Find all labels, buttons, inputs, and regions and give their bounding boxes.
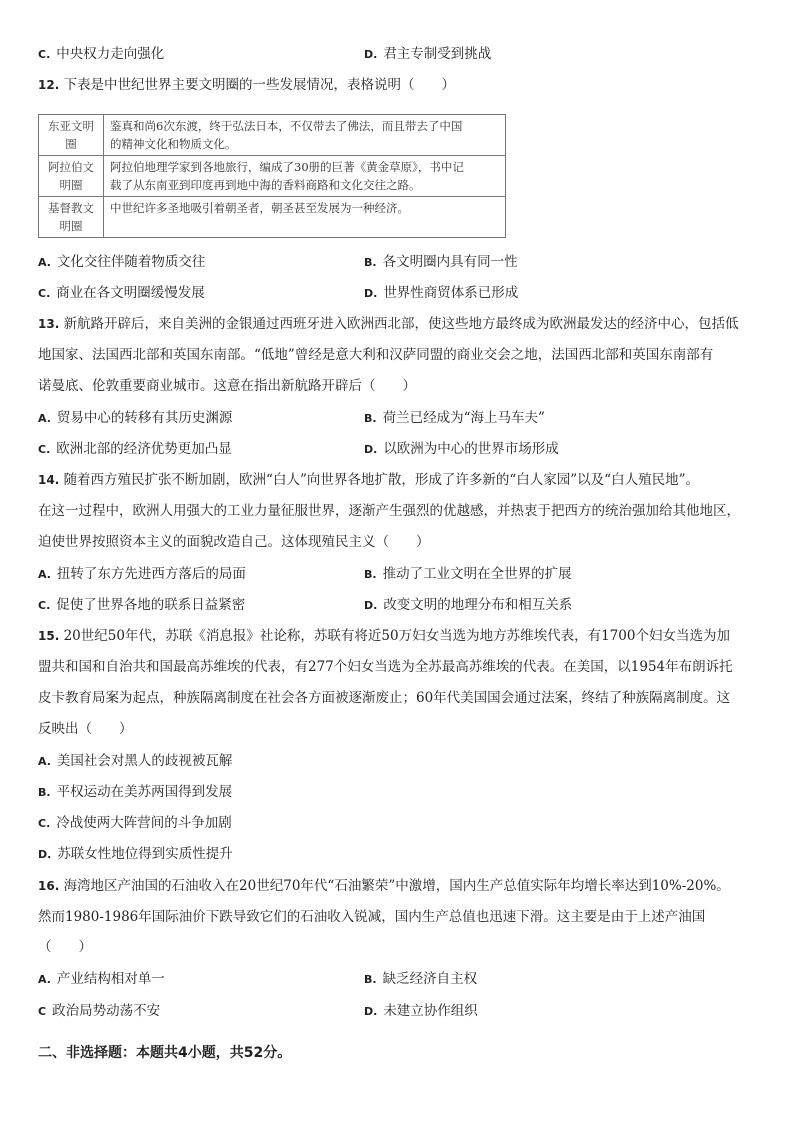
- option-text: 政治局势动荡不安: [52, 1003, 161, 1019]
- option-text: 君主专制受到挑战: [383, 46, 492, 62]
- option-text: 冷战使两大阵营间的斗争加剧: [56, 815, 232, 831]
- option-key: C: [38, 1005, 47, 1018]
- option-text: 美国社会对黑人的歧视被瓦解: [56, 753, 233, 769]
- q14-option-c[interactable]: [38, 595, 245, 616]
- q14-stem-line-2: 在这一过程中，欧洲人用强大的工业力量征服世界，逐渐产生强烈的优越感，并热衷于把西方的统治强加给其他地区，: [38, 503, 740, 519]
- q14-stem-line-1: [38, 470, 699, 490]
- option-key: D.: [38, 848, 52, 861]
- q13-option-c[interactable]: [38, 439, 232, 460]
- option-text: 以欧洲为中心的世界市场形成: [383, 441, 559, 457]
- option-key: A.: [38, 973, 51, 986]
- q14-option-b[interactable]: [364, 564, 572, 585]
- option-key: C.: [38, 287, 51, 300]
- option-key: D.: [364, 443, 378, 456]
- q16-stem-line-1: [38, 876, 730, 896]
- q11-option-d[interactable]: [364, 44, 491, 65]
- desc-line: 鉴真和尚6次东渡，终于弘法日本，不仅带去了佛法，而且带去了中国: [110, 119, 463, 133]
- civilization-table: [38, 114, 506, 238]
- table-cell-name: 东亚文明圈: [39, 115, 104, 156]
- option-key: C.: [38, 443, 51, 456]
- q13-option-b[interactable]: [364, 408, 545, 429]
- table-row: [39, 156, 506, 197]
- q15-stem-line-4: 反映出（ ）: [38, 721, 133, 737]
- q15-option-a[interactable]: [38, 751, 232, 772]
- option-text: 世界性商贸体系已形成: [383, 285, 519, 301]
- table-cell-name: 阿拉伯文明圈: [39, 156, 104, 197]
- table-row: [39, 197, 506, 238]
- question-text: 新航路开辟后，来自美洲的金银通过西班牙进入欧洲西北部，使这些地方最终成为欧洲最发达的经济中心，包括低: [63, 316, 739, 332]
- question-number: 12.: [38, 78, 60, 92]
- q15-option-b[interactable]: [38, 782, 232, 803]
- q14-option-d[interactable]: [364, 595, 572, 616]
- q12-stem: [38, 75, 455, 95]
- option-text: 促使了世界各地的联系日益紧密: [56, 597, 246, 613]
- desc-line: 中世纪许多圣地吸引着朝圣者，朝圣甚至发展为一种经济。: [110, 201, 409, 215]
- q12-option-b[interactable]: [364, 252, 518, 273]
- q12-option-a[interactable]: [38, 252, 205, 273]
- option-text: 缺乏经济自主权: [382, 971, 478, 987]
- q15-stem-line-2: 盟共和国和自治共和国最高苏维埃的代表，有277个妇女当选为全苏最高苏维埃的代表。在美国，以1954年布朗诉托: [38, 659, 733, 675]
- option-text: 欧洲北部的经济优势更加凸显: [56, 441, 232, 457]
- table-cell-desc: [104, 197, 506, 238]
- q13-stem-line-3: 诺曼底、伦敦重要商业城市。这意在指出新航路开辟后（ ）: [38, 378, 416, 394]
- option-text: 未建立协作组织: [383, 1003, 478, 1019]
- question-text: 下表是中世纪世界主要文明圈的一些发展情况，表格说明（ ）: [63, 77, 456, 93]
- option-text: 商业在各文明圈缓慢发展: [56, 285, 205, 301]
- option-key: B.: [364, 568, 377, 581]
- table-cell-desc: [104, 156, 506, 197]
- q16-option-d[interactable]: [364, 1001, 478, 1022]
- option-text: 各文明圈内具有同一性: [382, 254, 518, 270]
- table-row: [39, 115, 506, 156]
- q13-stem-line-2: 地国家、法国西北部和英国东南部。“低地”曾经是意大利和汉萨同盟的商业交会之地，法国西北部和英国东南部有: [38, 347, 714, 363]
- q11-option-c[interactable]: [38, 44, 164, 65]
- option-text: 改变文明的地理分布和相互关系: [383, 597, 573, 613]
- option-text: 荷兰已经成为“海上马车夫”: [382, 410, 545, 426]
- option-text: 贸易中心的转移有其历史渊源: [56, 410, 233, 426]
- option-key: D.: [364, 287, 378, 300]
- option-key: B.: [364, 412, 377, 425]
- q16-stem-line-3: （ ）: [38, 939, 92, 955]
- section-heading: 二、非选择题：本题共4小题，共52分。: [38, 1045, 292, 1061]
- option-key: B.: [364, 973, 377, 986]
- q13-stem-line-1: [38, 314, 739, 334]
- table-cell-name: 基督教文明圈: [39, 197, 104, 238]
- q16-option-b[interactable]: [364, 969, 477, 990]
- table-cell-desc: [104, 115, 506, 156]
- option-key: D.: [364, 1005, 378, 1018]
- option-key: C.: [38, 48, 51, 61]
- desc-line: 阿拉伯地理学家到各地旅行，编成了30册的巨著《黄金草原》，书中记: [110, 160, 464, 174]
- option-key: A.: [38, 568, 51, 581]
- option-text: 产业结构相对单一: [56, 971, 165, 987]
- option-key: B.: [364, 256, 377, 269]
- q16-stem-line-2: 然而1980-1986年国际油价下跌导致它们的石油收入锐减，国内生产总值也迅速下滑。这主要是由于上述产油国: [38, 909, 706, 925]
- question-text: 20世纪50年代，苏联《消息报》社论称，苏联有将近50万妇女当选为地方苏维埃代表，有1700个妇女当选为加: [63, 628, 730, 644]
- option-key: C.: [38, 599, 51, 612]
- option-text: 平权运动在美苏两国得到发展: [56, 784, 233, 800]
- option-key: A.: [38, 412, 51, 425]
- option-key: C.: [38, 817, 51, 830]
- q13-option-d[interactable]: [364, 439, 559, 460]
- q12-option-d[interactable]: [364, 283, 518, 304]
- q14-option-a[interactable]: [38, 564, 246, 585]
- option-key: D.: [364, 599, 378, 612]
- q15-stem-line-3: 皮卡教育局案为起点，种族隔离制度在社会各方面被逐渐废止；60年代美国国会通过法案，终结了种族隔离制度。这: [38, 690, 731, 706]
- q13-option-a[interactable]: [38, 408, 232, 429]
- q15-option-c[interactable]: [38, 813, 232, 834]
- q16-option-a[interactable]: [38, 969, 165, 990]
- question-text: 随着西方殖民扩张不断加剧，欧洲“白人”向世界各地扩散，形成了许多新的“白人家园”以及“白人殖民地”。: [63, 472, 699, 488]
- q12-option-c[interactable]: [38, 283, 205, 304]
- option-key: A.: [38, 755, 51, 768]
- q15-stem-line-1: [38, 626, 730, 646]
- option-key: D.: [364, 48, 378, 61]
- q14-stem-line-3: 迫使世界按照资本主义的面貌改造自己。这体现殖民主义（ ）: [38, 534, 430, 550]
- q15-option-d[interactable]: [38, 844, 233, 865]
- desc-line: 载了从东南亚到印度再到地中海的香料商路和文化交往之路。: [110, 178, 421, 192]
- option-text: 中央权力走向强化: [56, 46, 165, 62]
- option-key: A.: [38, 256, 51, 269]
- option-key: B.: [38, 786, 51, 799]
- question-number: 13.: [38, 317, 60, 331]
- question-number: 16.: [38, 879, 60, 893]
- option-text: 扭转了东方先进西方落后的局面: [56, 566, 246, 582]
- question-number: 15.: [38, 629, 60, 643]
- option-text: 文化交往伴随着物质交往: [56, 254, 206, 270]
- option-text: 推动了工业文明在全世界的扩展: [382, 566, 572, 582]
- desc-line: 的精神文化和物质文化。: [110, 137, 237, 151]
- question-number: 14.: [38, 473, 60, 487]
- question-text: 海湾地区产油国的石油收入在20世纪70年代“石油繁荣”中激增，国内生产总值实际年均增长率达到10%-20%。: [63, 878, 730, 894]
- option-text: 苏联女性地位得到实质性提升: [57, 846, 233, 862]
- q16-option-c[interactable]: [38, 1001, 160, 1022]
